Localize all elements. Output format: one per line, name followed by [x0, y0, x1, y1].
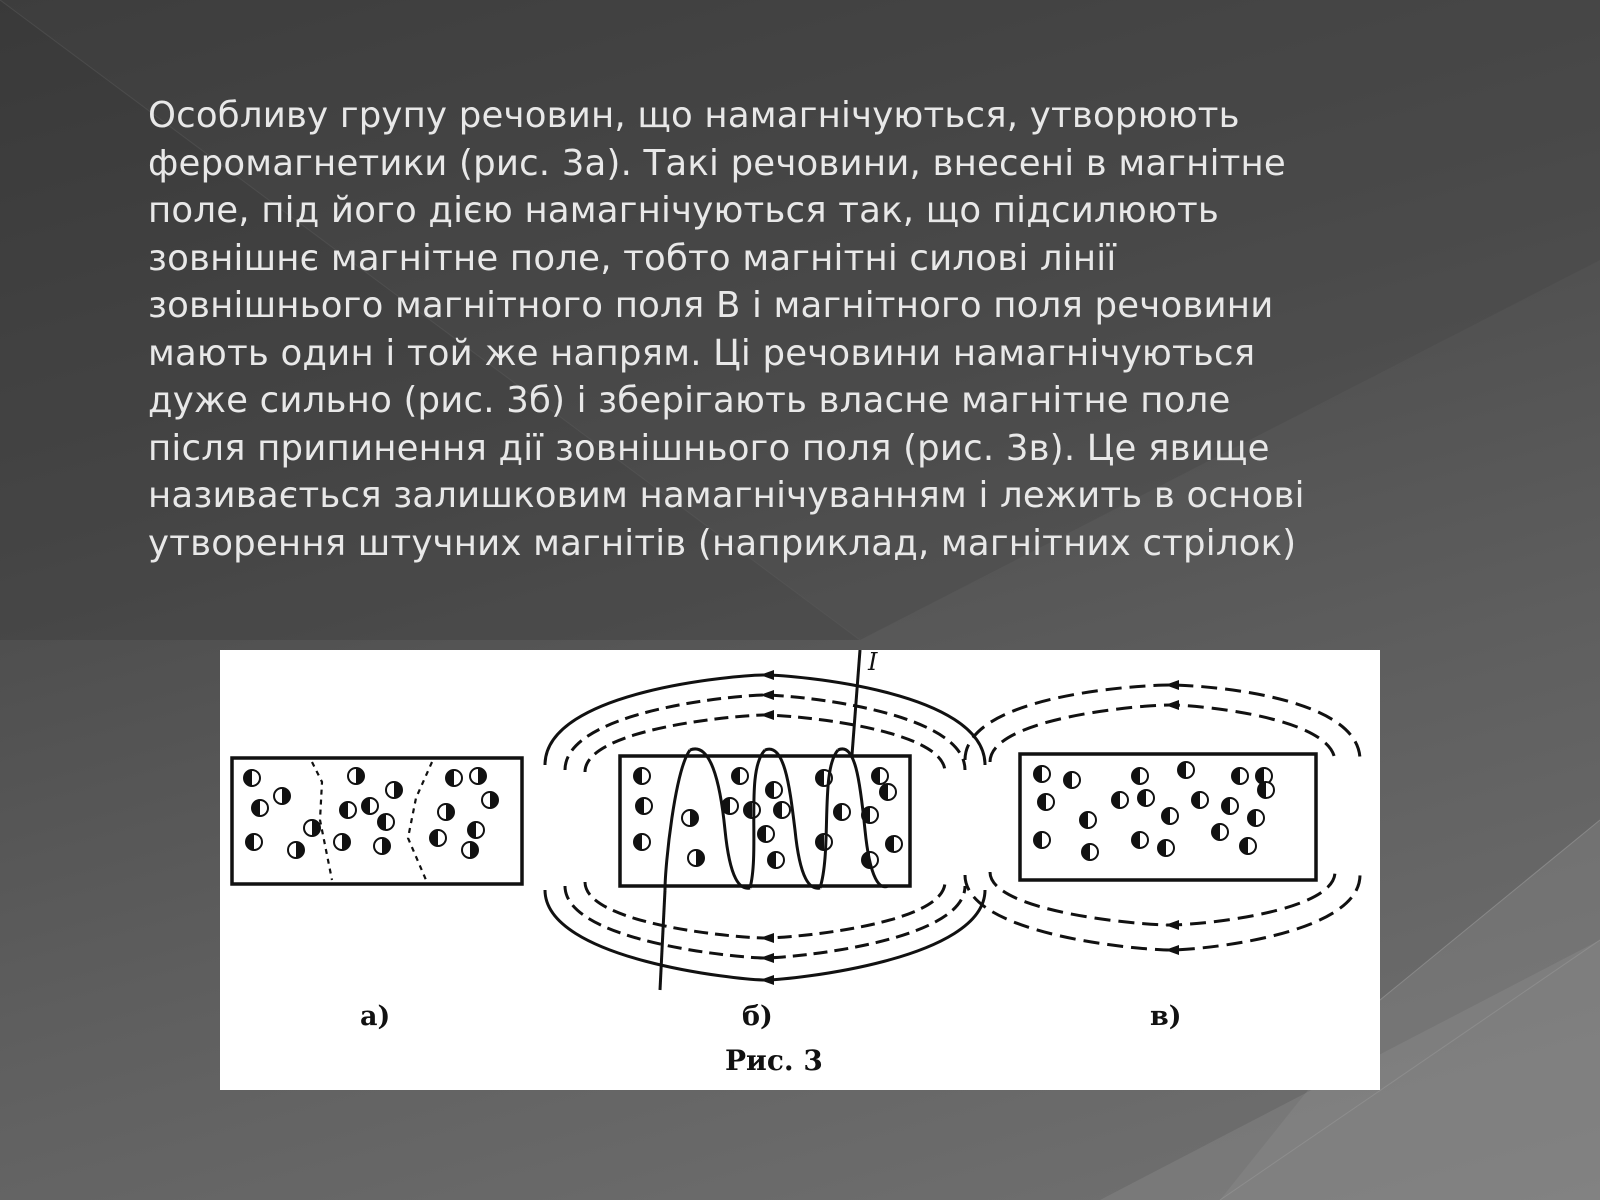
paragraph-line: мають один і той же напрям. Ці речовини намагнічуються: [148, 332, 1256, 374]
arrow-icon: [1165, 680, 1179, 690]
figure-drawing: [220, 650, 1380, 1090]
panel-a-domain-boundary: [408, 762, 432, 880]
paragraph-line: після припинення дії зовнішнього поля (рис. 3в). Це явище: [148, 427, 1270, 469]
field-line-inner-bottom: [585, 882, 945, 938]
arrow-icon: [760, 670, 774, 680]
arrow-icon: [760, 953, 774, 963]
field-line-outer-bottom: [965, 875, 1360, 950]
field-line-outer-bottom: [545, 890, 985, 980]
paragraph-line: дуже сильно (рис. 3б) і зберігають власне магнітне поле: [148, 380, 1231, 421]
panel-a-domains: [244, 768, 498, 858]
arrow-icon: [760, 975, 774, 985]
arrow-icon: [1165, 700, 1179, 710]
paragraph-line: зовнішнього магнітного поля В і магнітного поля речовини: [148, 285, 1274, 326]
body-paragraph: [148, 92, 1368, 567]
panel-b-label: б): [742, 1001, 773, 1032]
arrow-icon: [760, 933, 774, 943]
paragraph-line: поле, під його дією намагнічуються так, що підсилюють: [148, 190, 1220, 231]
arrow-icon: [760, 710, 774, 720]
coil-lead-bottom: [660, 890, 665, 990]
arrow-icon: [760, 690, 774, 700]
paragraph-line: утворення штучних магнітів (наприклад, магнітних стрілок): [148, 522, 1297, 564]
paragraph-line: зовнішнє магнітне поле, тобто магнітні силові лінії: [148, 237, 1117, 279]
panel-a-label: а): [360, 1001, 391, 1032]
figure-caption: Рис. 3: [725, 1044, 823, 1077]
field-line-mid-bottom: [565, 886, 965, 958]
field-line-outer-top: [965, 685, 1360, 760]
arrow-icon: [1165, 945, 1179, 955]
paragraph-line: Особливу групу речовин, що намагнічуються, утворюють: [148, 95, 1240, 136]
panel-c-label: в): [1150, 1001, 1182, 1032]
current-label: I: [868, 650, 878, 676]
paragraph-line: називається залишковим намагнічуванням і лежить в основі: [148, 475, 1305, 516]
coil-lead-top: [852, 650, 860, 755]
paragraph-line: феромагнетики (рис. 3а). Такі речовини, внесені в магнітне: [148, 142, 1286, 184]
figure-3: [220, 650, 1380, 1090]
arrow-icon: [1165, 920, 1179, 930]
